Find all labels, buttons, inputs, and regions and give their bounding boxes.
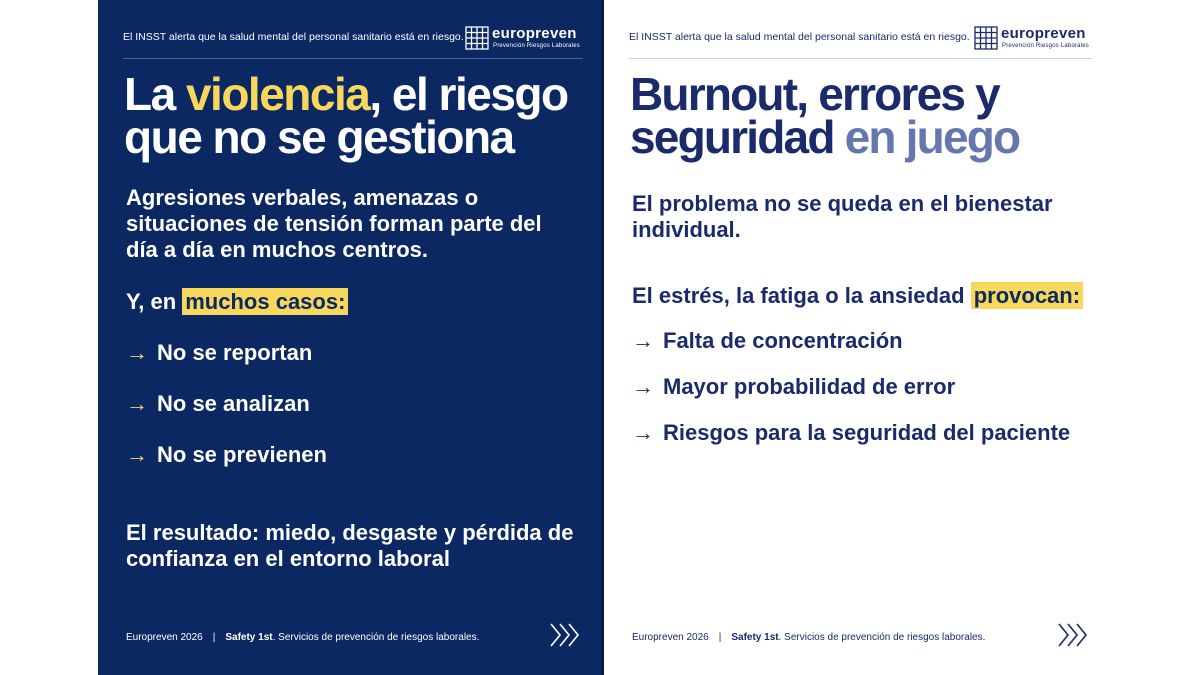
arrow-right-icon: → bbox=[632, 374, 654, 399]
bullet-text: No se analizan bbox=[157, 391, 310, 416]
slide-title bbox=[630, 68, 1060, 163]
bullet-text: Riesgos para la seguridad del paciente bbox=[663, 420, 1071, 445]
bullet-item bbox=[632, 328, 903, 354]
arrow-right-icon: → bbox=[126, 442, 148, 467]
header-rule bbox=[123, 58, 583, 59]
lead-text: El estrés, la fatiga o la ansiedad bbox=[632, 283, 971, 308]
slide-footer bbox=[126, 632, 479, 643]
footer-description: Servicios de prevención de riesgos laborales. bbox=[784, 632, 986, 643]
title-highlight: violencia bbox=[185, 68, 370, 120]
footer-separator: | bbox=[718, 632, 722, 643]
footer-dot: . bbox=[778, 632, 782, 643]
title-part1: La bbox=[124, 68, 186, 120]
triple-chevron-right-icon[interactable] bbox=[548, 621, 582, 649]
conclusion-text: El resultado: miedo, desgaste y pérdida de confianza en el entorno laboral bbox=[126, 520, 574, 571]
bullet-item bbox=[126, 391, 310, 417]
arrow-right-icon: → bbox=[632, 328, 654, 353]
bullet-item bbox=[126, 442, 327, 468]
logo-tagline: Prevención Riesgos Laborales bbox=[1002, 43, 1089, 49]
footer-brand: Safety 1st bbox=[225, 632, 273, 643]
footer-description: Servicios de prevención de riesgos laborales. bbox=[278, 632, 480, 643]
logo-name: europreven bbox=[1001, 25, 1086, 42]
title-part1: Burnout, errores y seguridad bbox=[630, 68, 999, 163]
header-note: El INSST alerta que la salud mental del personal sanitario está en riesgo. bbox=[123, 31, 464, 43]
slide-header bbox=[123, 22, 581, 54]
arrow-right-icon: → bbox=[126, 391, 148, 416]
bullet-item bbox=[632, 420, 1070, 446]
lead-text: Y, en bbox=[126, 289, 183, 314]
intro-text: Agresiones verbales, amenazas o situaciones de tensión forman parte del día a día en muchos centros. bbox=[126, 185, 542, 262]
title-highlight: en juego bbox=[844, 111, 1020, 163]
slide-header bbox=[629, 22, 1090, 54]
triple-chevron-right-icon[interactable] bbox=[1056, 621, 1090, 649]
arrow-right-icon: → bbox=[126, 340, 148, 365]
lead-highlight: muchos casos: bbox=[182, 288, 348, 315]
footer-brand: Safety 1st bbox=[731, 632, 779, 643]
footer-year: Europreven 2026 bbox=[632, 632, 709, 643]
header-rule bbox=[629, 58, 1092, 59]
grid-logo-icon bbox=[465, 26, 489, 50]
bullet-text: Mayor probabilidad de error bbox=[663, 374, 956, 399]
footer-year: Europreven 2026 bbox=[126, 632, 203, 643]
logo-name: europreven bbox=[492, 25, 577, 42]
bullet-text: No se reportan bbox=[157, 340, 313, 365]
lead-highlight: provocan: bbox=[971, 282, 1083, 309]
intro-text: El problema no se queda en el bienestar individual. bbox=[632, 191, 1053, 242]
header-note: El INSST alerta que la salud mental del personal sanitario está en riesgo. bbox=[629, 31, 970, 43]
lead-line bbox=[632, 283, 1083, 309]
europreven-logo bbox=[465, 26, 581, 52]
lead-line bbox=[126, 289, 348, 315]
title-part2: , el riesgo que no se gestiona bbox=[124, 68, 568, 163]
slide-footer bbox=[632, 632, 985, 643]
footer-separator: | bbox=[212, 632, 216, 643]
bullet-text: Falta de concentración bbox=[663, 328, 903, 353]
logo-tagline: Prevención Riesgos Laborales bbox=[493, 43, 580, 49]
slide-title bbox=[124, 68, 594, 163]
slide-right bbox=[604, 0, 1110, 675]
bullet-item bbox=[126, 340, 312, 366]
footer-dot: . bbox=[272, 632, 276, 643]
bullet-text: No se previenen bbox=[157, 442, 327, 467]
slide-left bbox=[98, 0, 601, 675]
grid-logo-icon bbox=[974, 26, 998, 50]
bullet-item bbox=[632, 374, 955, 400]
arrow-right-icon: → bbox=[632, 420, 654, 445]
europreven-logo bbox=[974, 26, 1090, 52]
